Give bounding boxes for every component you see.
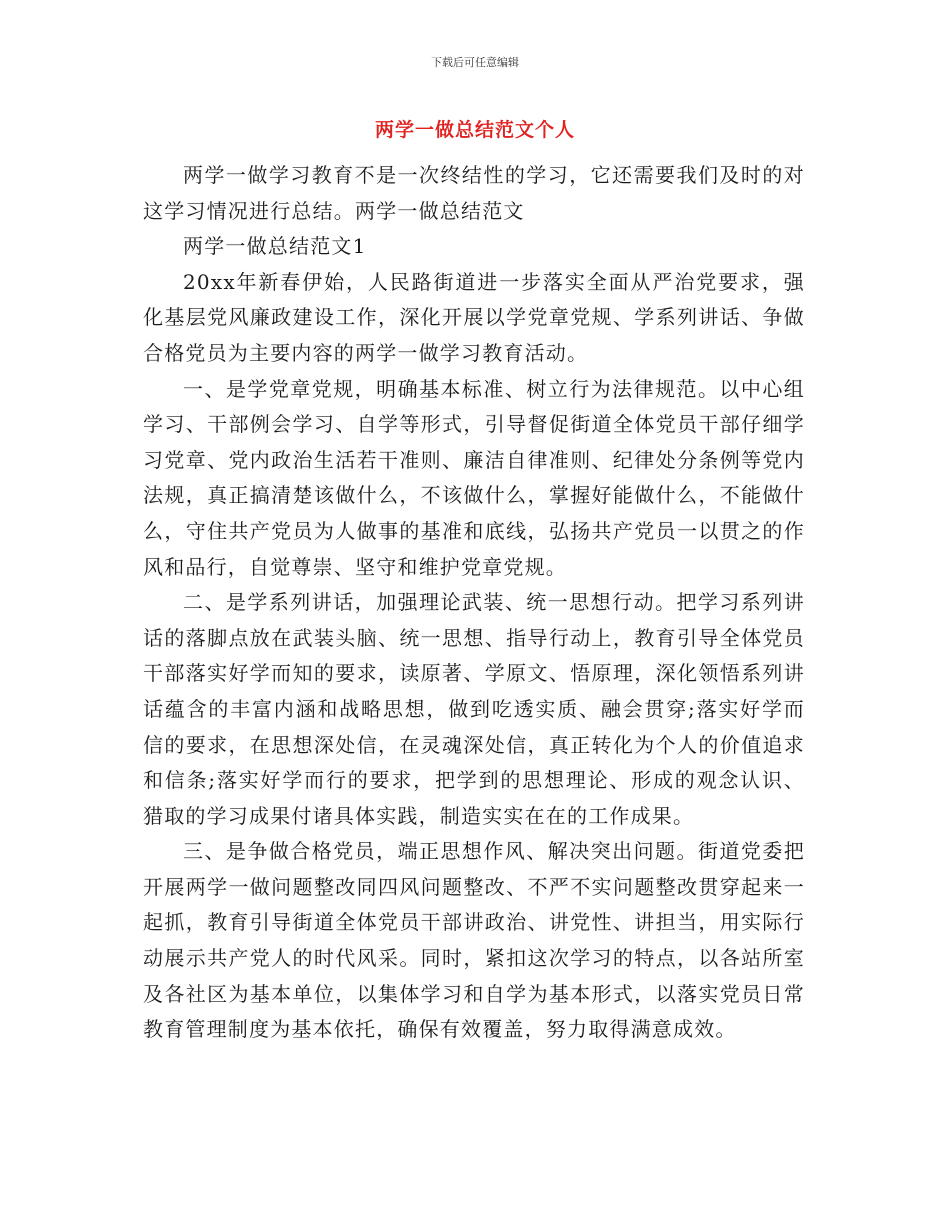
paragraph-section-one: 一、是学党章党规，明确基本标准、树立行为法律规范。以中心组学习、干部例会学习、自学等形式，引导督促街道全体党员干部仔细学习党章、党内政治生活若干准则、廉洁自律准则、纪律处分条例等党内法规，真正搞清楚该做什么，不该做什么，掌握好能做什么，不能做什么，守住共产党员为人做事的基准和底线，弘扬共产党员一以贯之的作风和品行，自觉尊崇、坚守和维护党章党规。 [143, 376, 805, 579]
paragraph-intro: 两学一做学习教育不是一次终结性的学习，它还需要我们及时的对这学习情况进行总结。两学一做总结范文 [143, 163, 805, 223]
paragraph-section-three: 三、是争做合格党员，端正思想作风、解决突出问题。街道党委把开展两学一做问题整改同四风问题整改、不严不实问题整改贯穿起来一起抓，教育引导街道全体党员干部讲政治、讲党性、讲担当，用实际行动展示共产党人的时代风采。同时，紧扣这次学习的特点，以各站所室及各社区为基本单位，以集体学习和自学为基本形式，以落实党员日常教育管理制度为基本依托，确保有效覆盖，努力取得满意成效。 [143, 839, 805, 1042]
page-header-note: 下载后可任意编辑 [431, 56, 519, 69]
paragraph-section-two: 二、是学系列讲话，加强理论武装、统一思想行动。把学习系列讲话的落脚点放在武装头脑、统一思想、指导行动上，教育引导全体党员干部落实好学而知的要求，读原著、学原文、悟原理，深化领悟系列讲话蕴含的丰富内涵和战略思想，做到吃透实质、融会贯穿;落实好学而信的要求，在思想深处信，在灵魂深处信，真正转化为个人的价值追求和信条;落实好学而行的要求，把学到的思想理论、形成的观念认识、猎取的学习成果付诸具体实践，制造实实在在的工作成果。 [143, 590, 805, 828]
paragraph-subheading: 两学一做总结范文1 [183, 234, 367, 259]
document-title: 两学一做总结范文个人 [374, 119, 575, 141]
document-body [143, 158, 805, 1048]
paragraph-opening: 20xx年新春伊始，人民路街道进一步落实全面从严治党要求，强化基层党风廉政建设工作，深化开展以学党章党规、学系列讲话、争做合格党员为主要内容的两学一做学习教育活动。 [143, 269, 805, 365]
